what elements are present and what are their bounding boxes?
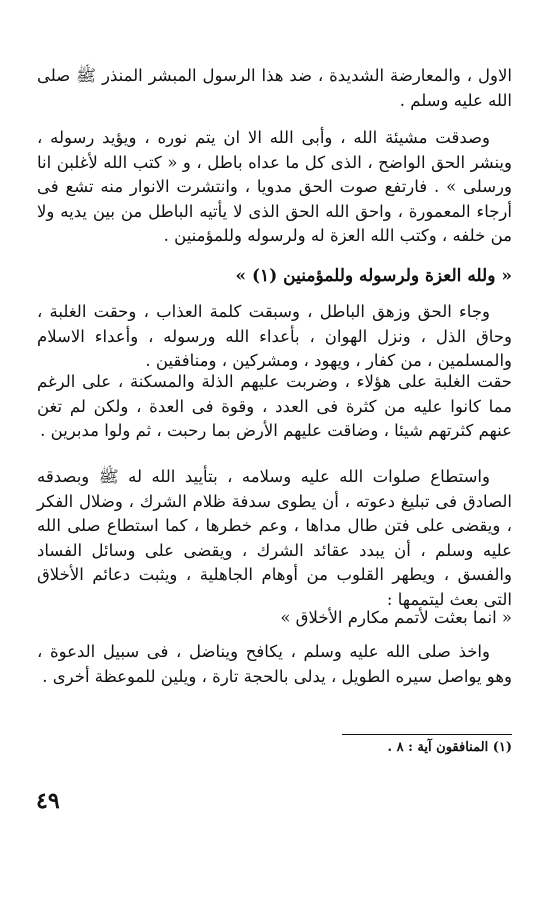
paragraph-victory: حقت الغلبة على هؤلاء ، وضربت عليهم الذلة والمسكنة ، على الرغم مما كانوا عليه من كثرة فى العدد ، وقوة فى العدة ، ولكن لم تغن عنهم كثرتهم شيئا ، وضاقت عليهم الأرض بما رحبت ، ثم ولوا مدبرين . bbox=[37, 372, 512, 440]
quoted-hadith-heading: « انما بعثت لأتمم مكارم الأخلاق » bbox=[280, 608, 512, 627]
page-number: ٤٩ bbox=[36, 788, 60, 814]
paragraph-truth-came: وجاء الحق وزهق الباطل ، وسبقت كلمة العذاب ، وحقت الغلبة ، وحاق الذل ، ونزل الهوان ، بأعداء الله ورسوله ، وأعداء الاسلام والمسلمين ، من كفار ، ويهود ، ومشركين ، ومنافقين . bbox=[37, 302, 512, 370]
paragraph-prophet-mission: واستطاع صلوات الله عليه وسلامه ، بتأييد الله له ﷺ وبصدقه الصادق فى تبليغ دعوته ، أن يطوى سدفة ظلام الشرك ، وضلال الفكر ، ويقضى على فتن طال مداها ، وعم خطرها ، كما استطاع صلى الله عليه وسلم ، أن يبدد عقائد الشرك ، ويقضى على وسائل الفساد والفسق ، ويطهر القلوب من أوهام الجاهلية ، ويثبت دعائم الأخلاق التى بعث ليتممها : bbox=[37, 467, 512, 609]
paragraph-truth-prevails: وصدقت مشيئة الله ، وأبى الله الا ان يتم نوره ، ويؤيد رسوله ، وينشر الحق الواضح ، الذى كل ما عداه باطل ، و « كتب الله لأغلبن انا ورسلى » . فارتفع صوت الحق مدويا ، وانتشرت الانوار منه تشع فى أرجاء المعمورة ، واحق الله الحق الذى لا يأتيه الباطل من بين يديه ولا من خلفه ، وكتب الله العزة له ولرسوله وللمؤمنين . bbox=[37, 128, 512, 245]
footnote-divider bbox=[342, 734, 512, 735]
footnote: (١) المنافقون آية : ٨ . bbox=[387, 740, 512, 755]
quoted-verse-heading: « ولله العزة ولرسوله وللمؤمنين (١) » bbox=[235, 266, 512, 286]
paragraph-opening: الاول ، والمعارضة الشديدة ، ضد هذا الرسول المبشر المنذر ﷺ صلى الله عليه وسلم . bbox=[37, 66, 512, 110]
paragraph-struggle: واخذ صلى الله عليه وسلم ، يكافح ويناضل ، فى سبيل الدعوة ، وهو يواصل سيره الطويل ، يدلى بالحجة تارة ، ويلين للموعظة أخرى . bbox=[37, 642, 512, 686]
